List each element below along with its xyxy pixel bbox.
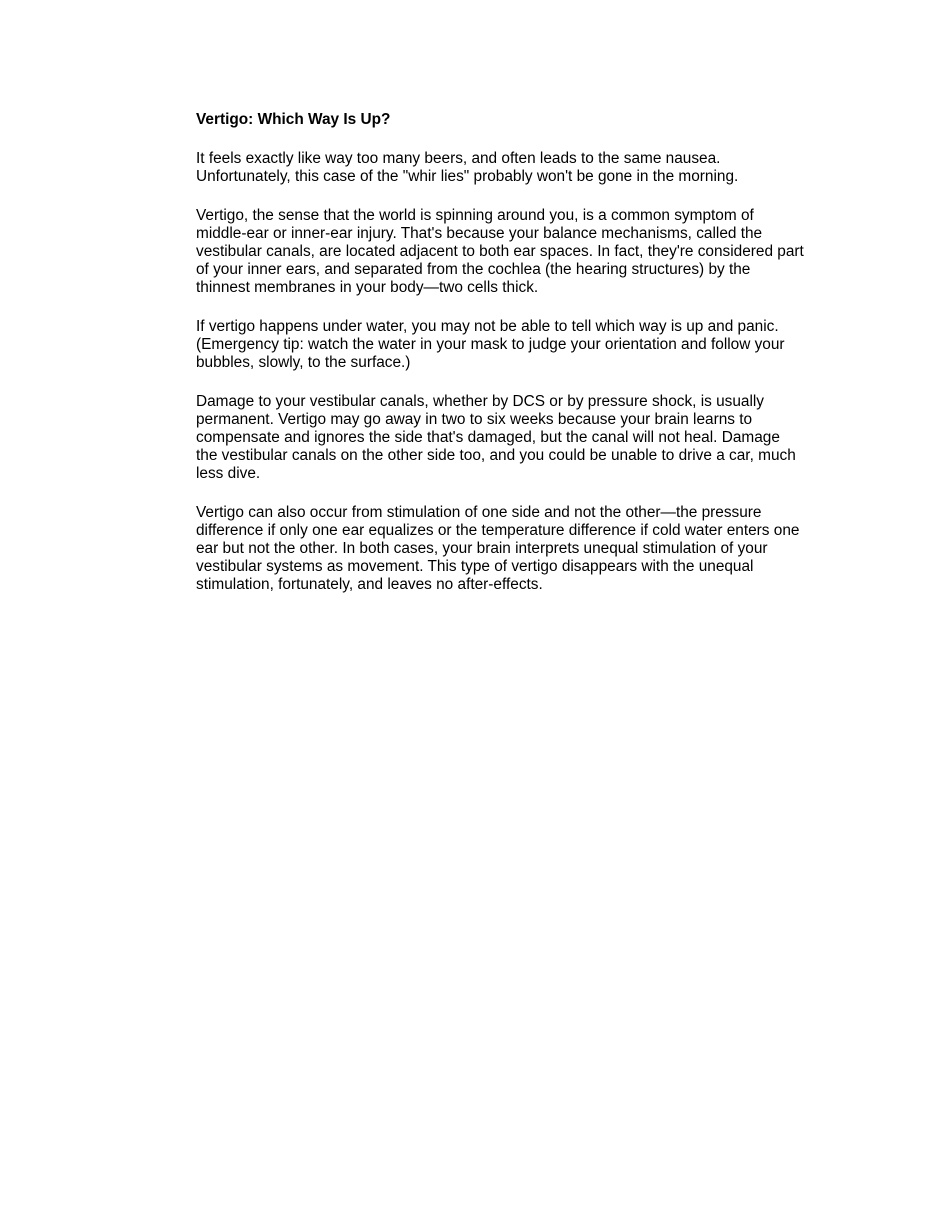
document-title: Vertigo: Which Way Is Up? <box>196 111 391 128</box>
paragraph-intro <box>196 150 818 186</box>
paragraph-line: ear but not the other. In both cases, your brain interprets unequal stimulation of your <box>196 540 768 557</box>
paragraph-line: (Emergency tip: watch the water in your mask to judge your orientation and follow your <box>196 336 785 353</box>
paragraph-line: Vertigo can also occur from stimulation of one side and not the other—the pressure <box>196 504 762 521</box>
paragraph-line: less dive. <box>196 465 261 482</box>
paragraph-line: It feels exactly like way too many beers, and often leads to the same nausea. <box>196 150 721 167</box>
paragraph-line: bubbles, slowly, to the surface.) <box>196 354 411 371</box>
paragraph-line: vestibular systems as movement. This type of vertigo disappears with the unequal <box>196 558 754 575</box>
paragraph-line: stimulation, fortunately, and leaves no after-effects. <box>196 576 543 593</box>
paragraph-line: Vertigo, the sense that the world is spinning around you, is a common symptom of <box>196 207 754 224</box>
paragraph-line: If vertigo happens under water, you may not be able to tell which way is up and panic. <box>196 318 779 335</box>
paragraph-stimulation <box>196 504 818 594</box>
paragraph-line: the vestibular canals on the other side too, and you could be unable to drive a car, much <box>196 447 796 464</box>
paragraph-line: Unfortunately, this case of the "whir lies" probably won't be gone in the morning. <box>196 168 739 185</box>
paragraph-underwater <box>196 318 818 372</box>
paragraph-line: compensate and ignores the side that's damaged, but the canal will not heal. Damage <box>196 429 780 446</box>
document-page <box>196 111 818 615</box>
paragraph-line: difference if only one ear equalizes or the temperature difference if cold water enters one <box>196 522 800 539</box>
paragraph-line: middle-ear or inner-ear injury. That's because your balance mechanisms, called the <box>196 225 763 242</box>
paragraph-line: thinnest membranes in your body—two cells thick. <box>196 279 539 296</box>
paragraph-line: Damage to your vestibular canals, whether by DCS or by pressure shock, is usually <box>196 393 764 410</box>
paragraph-damage <box>196 393 818 483</box>
paragraph-definition <box>196 207 818 297</box>
paragraph-line: of your inner ears, and separated from the cochlea (the hearing structures) by the <box>196 261 751 278</box>
paragraph-line: vestibular canals, are located adjacent to both ear spaces. In fact, they're considered part <box>196 243 804 260</box>
paragraph-line: permanent. Vertigo may go away in two to six weeks because your brain learns to <box>196 411 753 428</box>
